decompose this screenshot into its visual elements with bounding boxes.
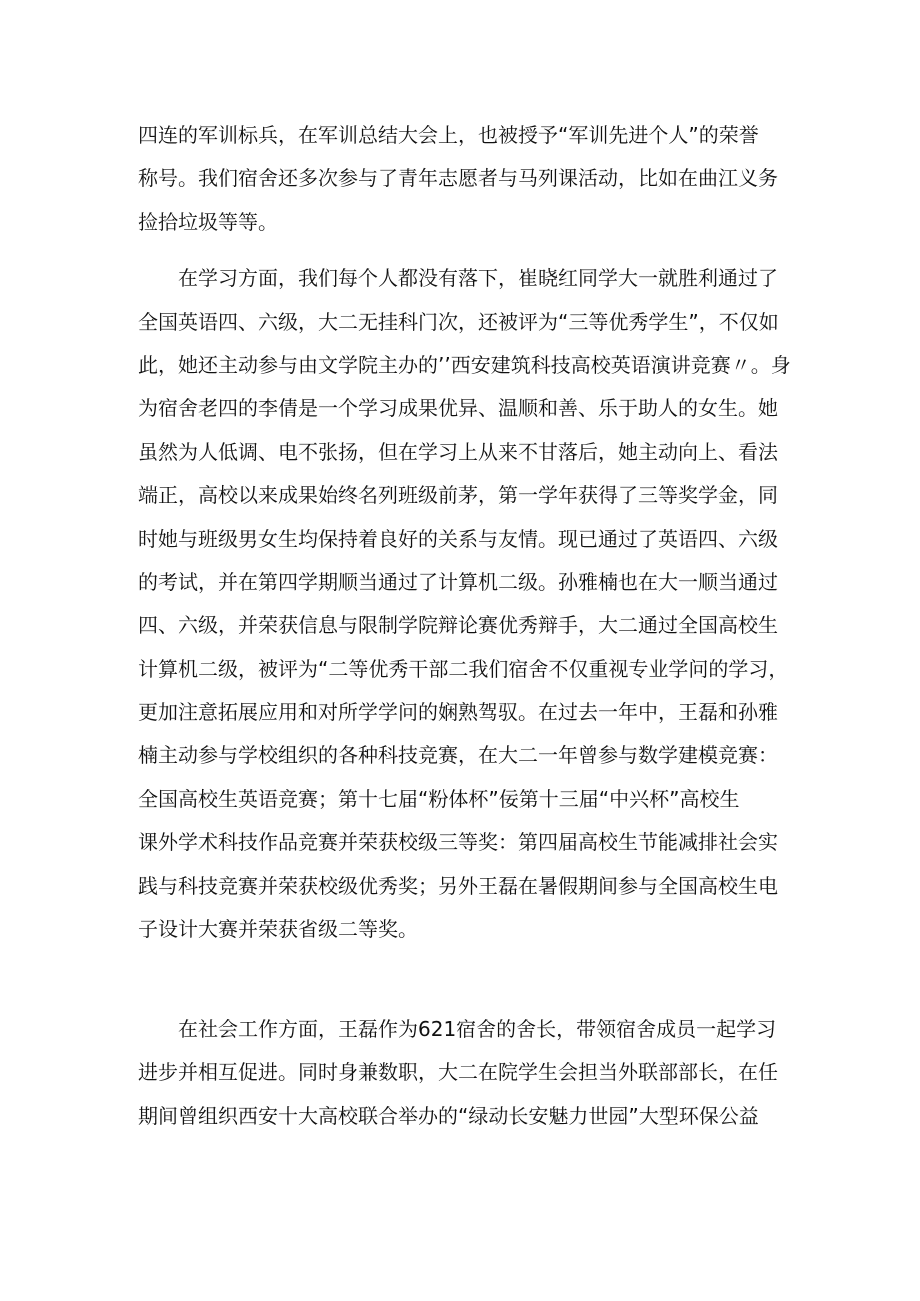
text-line: 进步并相互促进。同时身兼数职，大二在院学生会担当外联部部长，在任: [138, 1060, 778, 1085]
text-line: 虽然为人低调、电不张扬，但在学习上从来不甘落后，她主动向上、看法: [138, 439, 778, 464]
text-line: 四、六级，并荣获信息与限制学院辩论赛优秀辩手，大二通过全国高校生: [138, 613, 778, 638]
text-line: 期间曾组织西安十大高校联合举办的“绿动长安魅力世园”大型环保公益: [138, 1103, 759, 1128]
text-line: [138, 951, 798, 994]
text-line: 践与科技竞赛并荣获校级优秀奖；另外王磊在暑假期间参与全国高校生电: [138, 873, 778, 898]
text-line: 子设计大赛并荣获省级二等奖。: [138, 917, 418, 942]
text-line: 的考试，并在第四学期顺当通过了计算机二级。孙雅楠也在大一顺当通过: [138, 569, 778, 594]
text-line: 在学习方面，我们每个人都没有落下，崔晓红同学大一就胜利通过了: [138, 266, 778, 291]
text-line: 为宿舍老四的李倩是一个学习成果优异、温顺和善、乐于助人的女生。她: [138, 396, 778, 421]
text-line: 计算机二级，被评为“二等优秀干部二我们宿舍不仅重视专业学问的学习，: [138, 656, 789, 681]
text-line: 全国高校生英语竞赛；第十七届“粉体杯”佞第十三届“中兴杯”高校生: [138, 786, 740, 811]
text-line: 此，她还主动参与由文学院主办的’’西安建筑科技高校英语演讲竞赛〃。身: [138, 352, 791, 377]
text-line: 时她与班级男女生均保持着良好的关系与友情。现已通过了英语四、六级: [138, 526, 778, 551]
text-line: 称号。我们宿舍还多次参与了青年志愿者与马列课活动，比如在曲江义务: [138, 166, 778, 191]
text-line: 更加注意拓展应用和对所学学问的娴熟驾驭。在过去一年中，王磊和孙雅: [138, 700, 778, 725]
text-line: 四连的军训标兵，在军训总结大会上，也被授予“军训先进个人”的荣誉: [138, 123, 759, 147]
text-line: 课外学术科技作品竞赛并荣获校级三等奖：第四届高校生节能减排社会实: [138, 830, 778, 855]
text-line: 捡拾垃圾等等。: [138, 209, 278, 234]
text-line: 在社会工作方面，王磊作为621宿舍的舍长，带领宿舍成员一起学习: [138, 1016, 777, 1041]
document-body: [138, 114, 798, 1138]
text-line: 端正，高校以来成果始终名列班级前茅，第一学年获得了三等奖学金，同: [138, 483, 778, 508]
text-line: 楠主动参与学校组织的各种科技竞赛，在大二一年曾参与数学建模竞赛：: [138, 743, 778, 768]
text-line: 全国英语四、六级，大二无挂科门次，还被评为“三等优秀学生”，不仅如: [138, 309, 779, 334]
